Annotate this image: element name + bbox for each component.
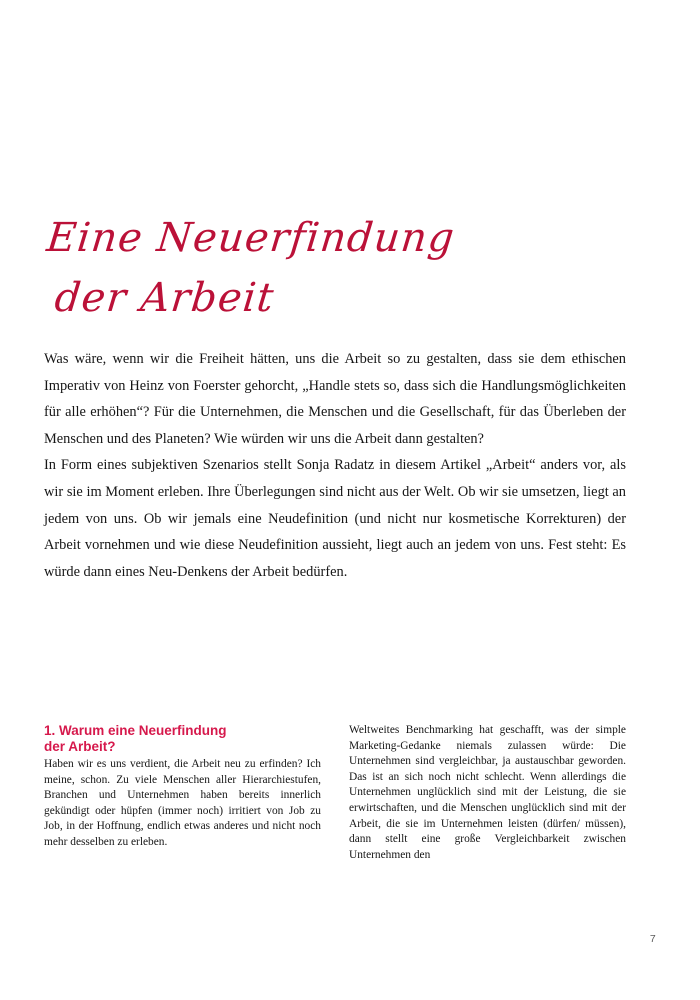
section-heading-line-1: 1. Warum eine Neuerfindung xyxy=(44,723,227,738)
section-heading-line-2: der Arbeit? xyxy=(44,739,116,754)
column-right xyxy=(349,723,626,863)
column-left-text: Haben wir es uns verdient, die Arbeit neu zu erfinden? Ich meine, schon. Zu viele Menschen aller Hierarchiestufen, Branchen und Unternehmen haben bereits innerlich gekündigt oder hüpfen (immer noch) irritiert von Job zu Job, in der Hoffnung, endlich etwas anderes und nicht noch mehr desselben zu erleben. xyxy=(44,758,321,848)
two-column-body xyxy=(44,723,626,903)
intro-text xyxy=(44,346,626,585)
column-right-text: Weltweites Benchmarking hat geschafft, was der simple Marketing-Gedanke niemals zulassen würde: Die Unternehmen sind vergleichbar, ja austauschbar geworden. Das ist an sich noch nicht schlecht. Wenn allerdings die Unternehmen unglücklich sind mit der Leistung, die sie erwirtschaften, und die Menschen unglücklich sind mit der Arbeit, die sie im Unternehmen leisten (dürfen/ müssen), dann stellt eine große Vergleichbarkeit zwischen Unternehmen den xyxy=(349,724,626,861)
intro-paragraph-1: Was wäre, wenn wir die Freiheit hätten, uns die Arbeit so zu gestalten, dass sie dem ethischen Imperativ von Heinz von Foerster gehorcht, „Handle stets so, dass sich die Handlungsmöglichkeiten für alle erhöhen“? Für die Unternehmen, die Menschen und die Gesellschaft, für das Überleben der Menschen und des Planeten? Wie würden wir uns die Arbeit dann gestalten? xyxy=(44,351,626,447)
article-title xyxy=(44,210,604,326)
article-title-line-2: der Arbeit xyxy=(52,275,277,321)
intro-paragraph-2: In Form eines subjektiven Szenarios stellt Sonja Radatz in diesem Artikel „Arbeit“ anders vor, als wir sie im Moment erleben. Ihre Überlegungen sind nicht aus der Welt. Ob wir sie umsetzen, liegt an jedem von uns. Ob wir jemals eine Neudefinition (und nicht nur kosmetische Korrekturen) der Arbeit vornehmen und wie diese Neudefinition aussieht, liegt auch an jedem von uns. Fest steht: Es würde dann eines Neu-Denkens der Arbeit bedürfen. xyxy=(44,457,626,580)
page-number: 7 xyxy=(649,933,656,945)
section-heading xyxy=(44,723,321,755)
article-title-line-1: Eine Neuerfindung xyxy=(44,215,458,261)
column-left xyxy=(44,723,321,851)
